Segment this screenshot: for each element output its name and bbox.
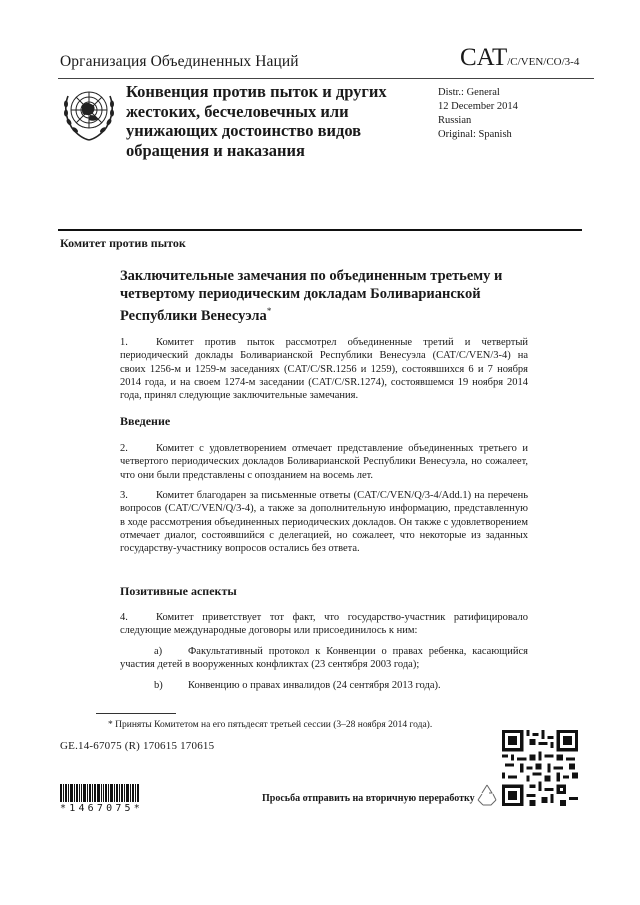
recycle-text: Просьба отправить на вторичную переработку xyxy=(262,793,475,804)
symbol-main: CAT xyxy=(460,44,508,71)
header-rule xyxy=(58,78,594,79)
paragraph-2 xyxy=(120,442,528,482)
paragraph-number: 1. xyxy=(120,337,128,348)
section-rule xyxy=(58,229,582,231)
paragraph-text: Комитет против пыток рассмотрел объединенные третий и четвертый периодический доклады Боливарианской Республики Венесуэла (CAT/C/VEN/3-4) на своих 1256-м и 1259-м заседаниях (CAT/C/SR.1256 и 1259), состоявшихся 6 и 7 ноября 2014 года, и на своем 1274-м заседании (CAT/C/SR.1274), состоявшемся 19 ноября 2014 года, принял следующие заключительные замечания. xyxy=(120,337,528,402)
un-emblem-icon xyxy=(60,82,118,142)
paragraph-4 xyxy=(120,611,528,638)
heading-introduction: Введение xyxy=(120,414,171,428)
ge-code: GE.14-67075 (R) 170615 170615 xyxy=(60,740,215,752)
subitem-text: Конвенцию о правах инвалидов (24 сентября 2013 года). xyxy=(188,680,441,691)
symbol-suffix: /C/VEN/CO/3-4 xyxy=(507,56,580,68)
distribution-type: Distr.: General xyxy=(438,87,500,98)
recycle-icon xyxy=(474,782,500,808)
title-footnote-marker[interactable]: * xyxy=(266,306,272,316)
heading-positive-aspects: Позитивные аспекты xyxy=(120,584,237,598)
paragraph-text: Комитет с удовлетворением отмечает представление объединенных третьего и четвертого периодических докладов Боливарианской Республики Венесуэла, но сожалеет, что они были представлены с опозданием на восемь лет. xyxy=(120,443,528,481)
paragraph-1 xyxy=(120,336,528,402)
barcode-icon xyxy=(60,784,152,802)
paragraph-number: 4. xyxy=(120,612,128,623)
distribution-language: Russian xyxy=(438,115,472,126)
distribution-date: 12 December 2014 xyxy=(438,101,518,112)
distribution-block xyxy=(438,86,518,142)
convention-title: Конвенция против пыток и других жестоких, бесчеловечных или унижающих достоинство видов обращения и наказания xyxy=(126,82,387,160)
qr-code-icon[interactable] xyxy=(502,730,578,806)
document-title xyxy=(120,268,530,325)
paragraph-text: Комитет приветствует тот факт, что государство-участник ратифицировало следующие международные договоры или присоединилось к ним: xyxy=(120,612,528,637)
subitem-b xyxy=(120,679,528,692)
barcode-number: *1467075* xyxy=(60,803,143,814)
footnote-rule xyxy=(96,713,176,714)
paragraph-3 xyxy=(120,489,528,555)
subitem-a xyxy=(120,645,528,672)
paragraph-text: Комитет благодарен за письменные ответы (CAT/C/VEN/Q/3-4/Add.1) на перечень вопросов (CAT/C/VEN/Q/3-4), а также за дополнительную информацию, представленную в ходе рассмотрения объединенных периодических докладов. Он также с удовлетворением отмечает диалог, состоявшийся с делегацией, но сожалеет, что некоторые из заданных государству-участнику вопросов остались без ответа. xyxy=(120,490,528,555)
distribution-original: Original: Spanish xyxy=(438,129,512,140)
footnote: * Приняты Комитетом на его пятьдесят третьей сессии (3–28 ноября 2014 года). xyxy=(108,720,433,730)
subitem-letter: a) xyxy=(154,646,163,657)
paragraph-number: 2. xyxy=(120,443,128,454)
paragraph-number: 3. xyxy=(120,490,128,501)
organization-name: Организация Объединенных Наций xyxy=(60,53,299,70)
document-symbol xyxy=(460,44,579,72)
committee-name: Комитет против пыток xyxy=(60,236,186,250)
subitem-text: Факультативный протокол к Конвенции о правах ребенка, касающийся участия детей в вооруженных конфликтах (23 сентября 2003 года); xyxy=(120,646,528,671)
document-title-text: Заключительные замечания по объединенным третьему и четвертому периодическим докладам Боливарианской Республики Венесуэла xyxy=(120,268,503,324)
subitem-letter: b) xyxy=(154,680,163,691)
